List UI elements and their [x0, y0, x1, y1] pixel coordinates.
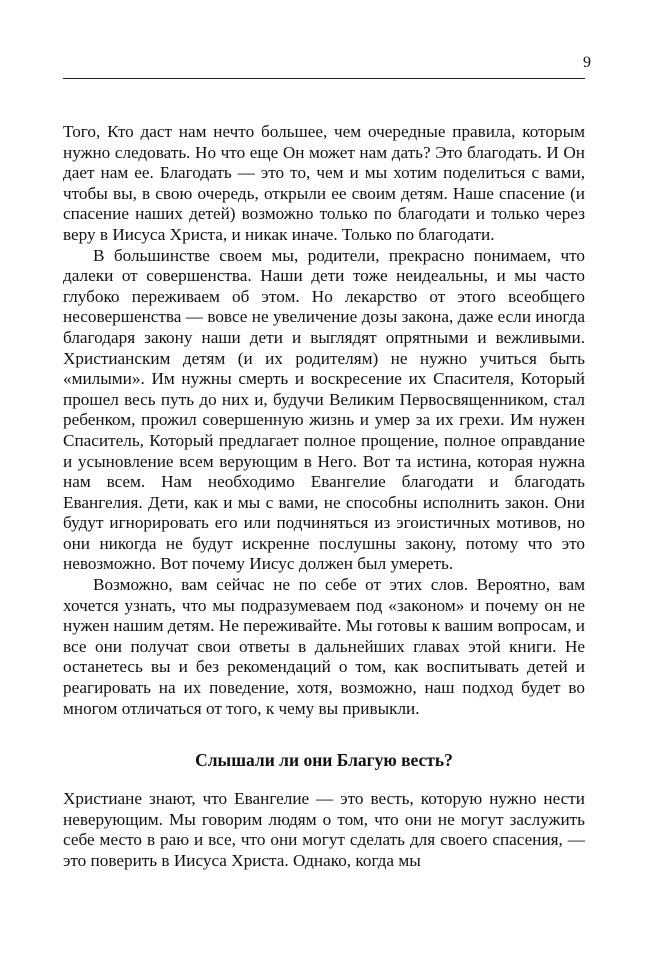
page-body — [63, 122, 585, 872]
section-heading: Слышали ли они Благую весть? — [195, 750, 453, 771]
paragraph-2: В большинстве своем мы, родители, прекрасно понимаем, что далеки от совершенства. Наши дети тоже неидеальны, и мы часто глубоко переживаем об этом. Но лекарство от этого всеобщего несовершенства — вовсе не увеличение дозы закона, даже если иногда благодаря закону наши дети и выглядят опрятными и вежливыми. Христианским детям (и их родителям) не нужно учиться быть «милыми». Им нужны смерть и воскресение их Спасителя, Который прошел весь путь до них и, будучи Великим Первосвященником, стал ребенком, прожил совершенную жизнь и умер за их грехи. Им нужен Спаситель, Который предлагает полное прощение, полное оправдание и усыновление всем верующим в Него. Вот та истина, которая нужна нам всем. Нам необходимо Евангелие благодати и благодать Евангелия. Дети, как и мы с вами, не способны исполнить закон. Они будут игнорировать его или подчиняться из эгоистичных мотивов, но они никогда не будут искренне послушны закону, потому что это невозможно. Вот почему Иисус должен был умереть. — [63, 245, 585, 574]
header-rule — [63, 78, 585, 79]
paragraph-1: Того, Кто даст нам нечто большее, чем очередные правила, которым нужно следовать. Но что еще Он может нам дать? Это благодать. И Он дает нам ее. Благодать — это то, чем и мы хотим поделиться с вами, чтобы вы, в свою очередь, открыли ее своим детям. Наше спасение (и спасение наших детей) возможно только по благодати и только через веру в Иисуса Христа, и никак иначе. Только по благодати. — [63, 122, 585, 244]
page-number: 9 — [583, 54, 591, 71]
paragraph-3: Возможно, вам сейчас не по себе от этих слов. Вероятно, вам хочется узнать, что мы подразумеваем под «законом» и почему он не нужен нашим детям. Не переживайте. Мы готовы к вашим вопросам, и все они получат свои ответы в дальнейших главах этой книги. Не останетесь вы и без рекомендаций о том, как воспитывать детей и реагировать на их поведение, хотя, возможно, наш подход будет во многом отличаться от того, к чему вы привыкли. — [63, 575, 585, 718]
section-paragraph-1: Христиане знают, что Евангелие — это весть, которую нужно нести неверующим. Мы говорим людям о том, что они не могут заслужить себе место в раю и все, что они могут сделать для своего спасения, — это поверить в Иисуса Христа. Однако, когда мы — [63, 789, 585, 870]
